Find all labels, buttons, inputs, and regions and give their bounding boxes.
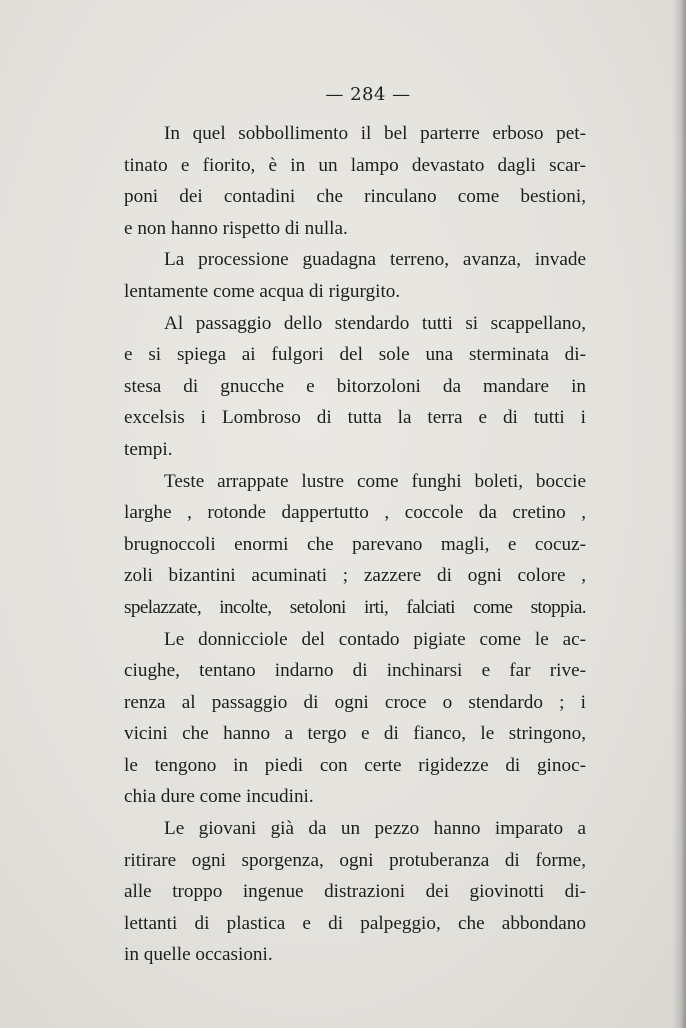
paragraph-4 [124, 466, 586, 624]
text-line: Le giovani già da un pezzo hanno imparato a [164, 818, 586, 840]
body-text [124, 118, 586, 971]
text-line: ciughe, tentano indarno di inchinarsi e far rive- [124, 660, 586, 682]
text-line: chia dure come incudini. [124, 786, 314, 808]
text-line: renza al passaggio di ogni croce o stendardo ; i [124, 691, 586, 713]
paragraph-5 [124, 624, 586, 814]
text-line: tinato e fiorito, è in un lampo devastato dagli scar- [124, 154, 586, 176]
text-line: e non hanno rispetto di nulla. [124, 217, 348, 239]
text-line: poni dei contadini che rinculano come bestioni, [124, 186, 586, 208]
text-line: in quelle occasioni. [124, 944, 273, 966]
text-line: In quel sobbollimento il bel parterre erboso pet- [164, 123, 586, 144]
text-line: alle troppo ingenue distrazioni dei giovinotti di- [124, 881, 586, 903]
text-line: stesa di gnucche e bitorzoloni da mandare in [124, 375, 586, 397]
paragraph-1 [124, 118, 586, 244]
text-line: Le donnicciole del contado pigiate come le ac- [164, 628, 586, 650]
text-line: spelazzate, incolte, setoloni irti, falciati come stoppia. [124, 596, 586, 618]
text-line: larghe , rotonde dappertutto , coccole da cretino , [124, 502, 586, 524]
text-line: vicini che hanno a tergo e di fianco, le stringono, [124, 723, 586, 745]
text-line: ritirare ogni sporgenza, ogni protuberanza di forme, [124, 849, 586, 871]
text-line: La processione guadagna terreno, avanza, invade [164, 249, 586, 271]
paragraph-6 [124, 813, 586, 971]
text-line: le tengono in piedi con certe rigidezze di ginoc- [124, 754, 586, 776]
paragraph-2 [124, 244, 586, 307]
text-line: e si spiega ai fulgori del sole una sterminata di- [124, 344, 586, 366]
text-line: tempi. [124, 438, 173, 460]
text-line: lentamente come acqua di rigurgito. [124, 280, 401, 302]
text-line: brugnoccoli enormi che parevano magli, e cocuz- [124, 533, 586, 555]
text-line: Teste arrappate lustre come funghi boleti, boccie [164, 470, 586, 492]
text-line: zoli bizantini acuminati ; zazzere di ogni colore , [124, 565, 586, 587]
text-line: excelsis i Lombroso di tutta la terra e di tutti i [124, 407, 586, 429]
paragraph-3 [124, 308, 586, 466]
page-edge-shadow [672, 0, 686, 1028]
page-number: — 284 — [325, 84, 411, 105]
text-line: lettanti di plastica e di palpeggio, che abbondano [124, 912, 586, 934]
text-line: Al passaggio dello stendardo tutti si scappellano, [164, 312, 586, 334]
